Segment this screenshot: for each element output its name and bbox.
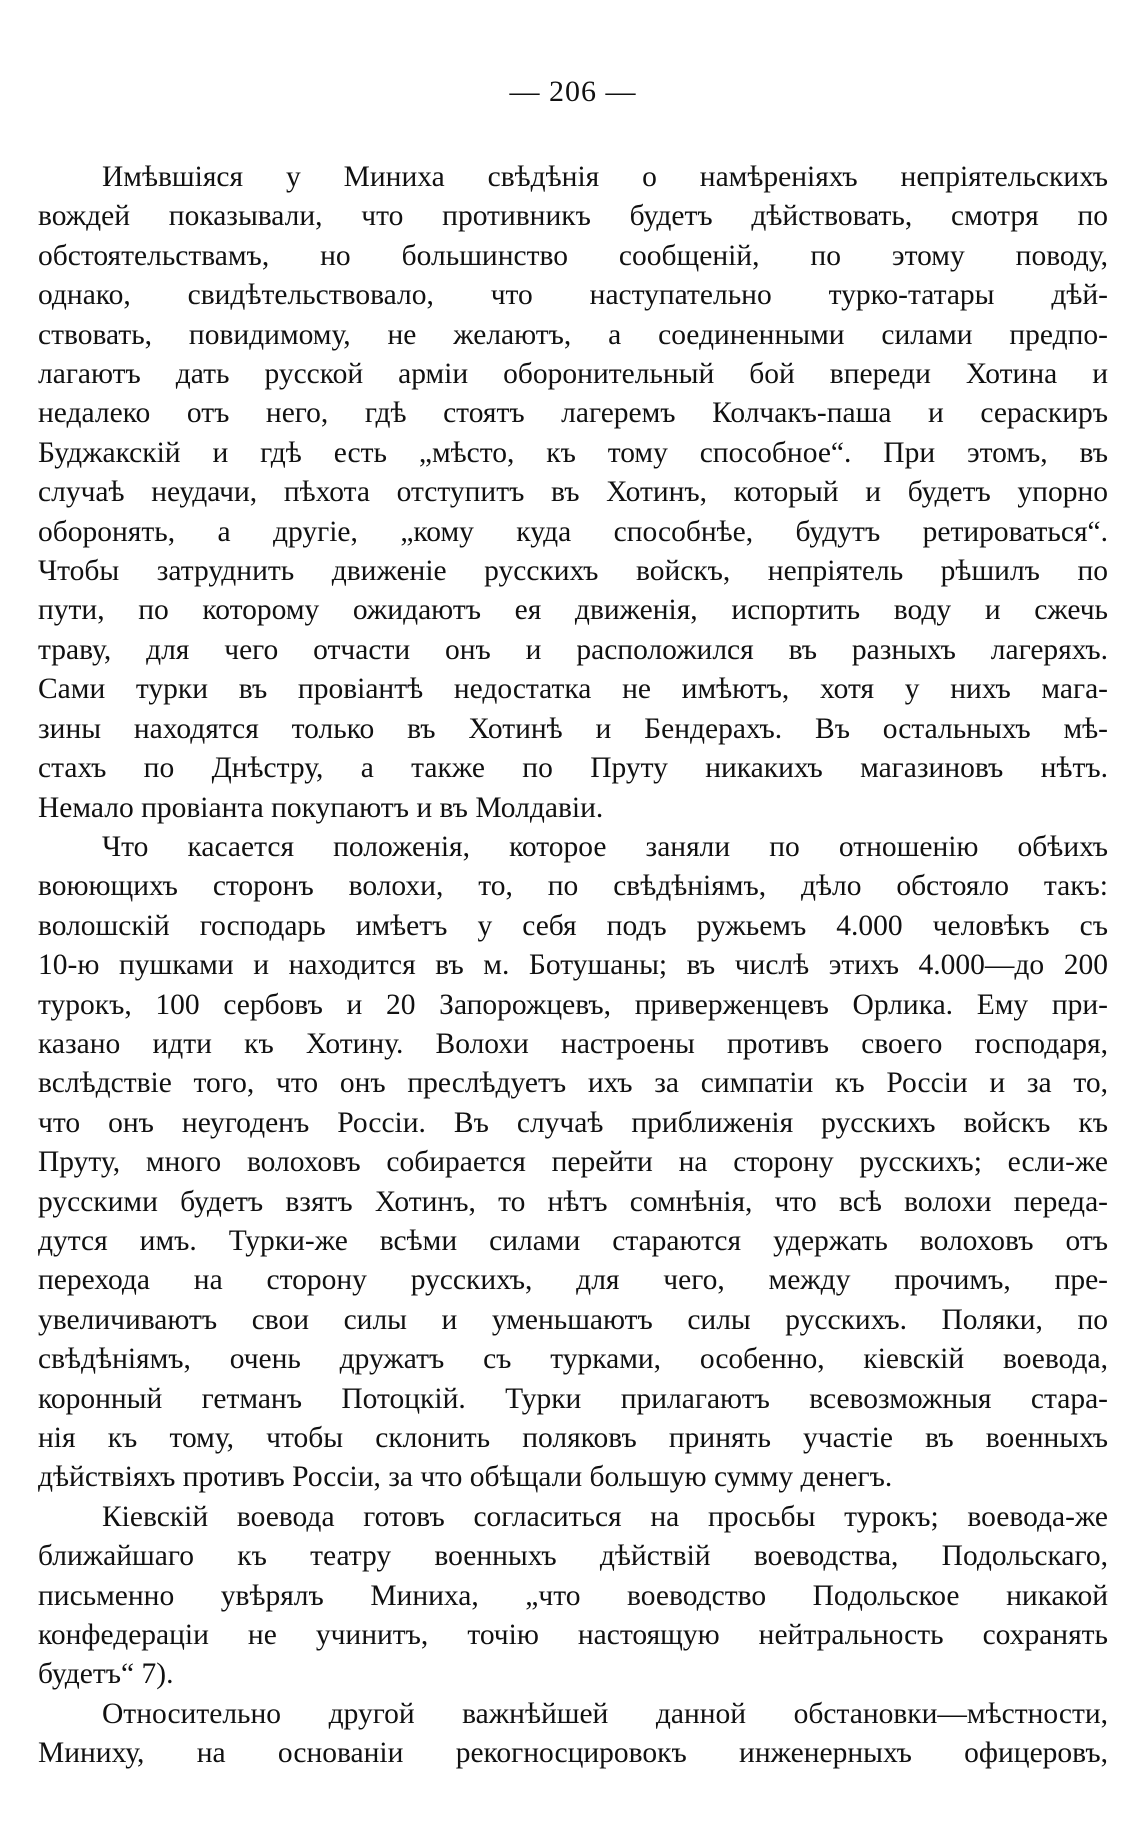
text-line: зины находятся только въ Хотинѣ и Бендерахъ. Въ остальныхъ мѣ-	[38, 712, 1108, 745]
text-line: коронный гетманъ Потоцкій. Турки прилагаютъ всевозможныя стара-	[38, 1382, 1108, 1415]
text-line: свѣдѣніямъ, очень дружатъ съ турками, особенно, кіевскій воевода,	[38, 1343, 1108, 1376]
paragraph	[38, 1695, 1108, 1774]
text-line: случаѣ неудачи, пѣхота отступитъ въ Хотинъ, который и будетъ упорно	[38, 476, 1108, 509]
text-line: увеличиваютъ свои силы и уменьшаютъ силы русскихъ. Поляки, по	[38, 1303, 1108, 1336]
text-line: траву, для чего отчасти онъ и расположился въ разныхъ лагеряхъ.	[38, 633, 1108, 666]
body-text	[38, 158, 1108, 1774]
text-line: перехода на сторону русскихъ, для чего, между прочимъ, пре-	[38, 1264, 1108, 1297]
text-line: Сами турки въ провіантѣ недостатка не имѣютъ, хотя у нихъ мага-	[38, 673, 1108, 706]
text-line: нія къ тому, чтобы склонить поляковъ принять участіе въ военныхъ	[38, 1422, 1108, 1454]
text-line: Буджакскій и гдѣ есть „мѣсто, къ тому способное“. При этомъ, въ	[38, 436, 1108, 469]
text-line: лагаютъ дать русской арміи оборонительный бой впереди Хотина и	[38, 358, 1108, 391]
text-line: Немало провіанта покупаютъ и въ Молдавіи.	[38, 791, 604, 824]
text-line: Чтобы затруднить движеніе русскихъ войскъ, непріятель рѣшилъ по	[38, 555, 1108, 588]
text-line: ствовать, повидимому, не желаютъ, а соединенными силами предпо-	[38, 318, 1108, 351]
paragraph	[38, 158, 1108, 828]
text-line: вождей показывали, что противникъ будетъ дѣйствовать, смотря по	[38, 200, 1108, 233]
document-page	[38, 72, 1108, 1774]
text-line: воюющихъ сторонъ волохи, то, по свѣдѣніямъ, дѣло обстояло такъ:	[38, 870, 1108, 903]
text-line: Кіевскій воевода готовъ согласиться на просьбы турокъ; воевода-же	[102, 1500, 1108, 1533]
text-line: вслѣдствіе того, что онъ преслѣдуетъ ихъ за симпатіи къ Россіи и за то,	[38, 1067, 1108, 1100]
text-line: дутся имъ. Турки-же всѣми силами стараются удержать волоховъ отъ	[38, 1224, 1108, 1257]
text-line: оборонять, а другіе, „кому куда способнѣе, будутъ ретироваться“.	[38, 515, 1108, 548]
text-line: стахъ по Днѣстру, а также по Пруту никакихъ магазиновъ нѣтъ.	[38, 752, 1108, 785]
text-line: Пруту, много волоховъ собирается перейти на сторону русскихъ; если-же	[38, 1146, 1108, 1179]
text-line: обстоятельствамъ, но большинство сообщеній, по этому поводу,	[38, 239, 1108, 272]
paragraph	[38, 1498, 1108, 1695]
text-line: пути, по которому ожидаютъ ея движенія, испортить воду и сжечь	[38, 594, 1108, 627]
text-line: казано идти къ Хотину. Волохи настроены противъ своего господаря,	[38, 1027, 1108, 1060]
text-line: однако, свидѣтельствовало, что наступательно турко-татары дѣй-	[38, 279, 1108, 312]
text-line: 10-ю пушками и находится въ м. Ботушаны; въ числѣ этихъ 4.000—до 200	[38, 949, 1108, 982]
text-line: дѣйствіяхъ противъ Россіи, за что обѣщали большую сумму денегъ.	[38, 1461, 893, 1494]
text-line: русскими будетъ взятъ Хотинъ, то нѣтъ сомнѣнія, что всѣ волохи переда-	[38, 1185, 1108, 1218]
text-line: Относительно другой важнѣйшей данной обстановки—мѣстности,	[102, 1697, 1108, 1730]
text-line: что онъ неугоденъ Россіи. Въ случаѣ приближенія русскихъ войскъ къ	[38, 1106, 1108, 1139]
text-line: Миниху, на основаніи рекогносцировокъ инженерныхъ офицеровъ,	[38, 1737, 1108, 1770]
paragraph	[38, 828, 1108, 1498]
text-line: конфедераціи не учинитъ, точію настоящую нейтральность сохранять	[38, 1619, 1108, 1652]
text-line: письменно увѣрялъ Миниха, „что воеводство Подольское никакой	[38, 1579, 1108, 1612]
text-line: Что касается положенія, которое заняли по отношенію обѣихъ	[102, 830, 1108, 863]
text-line: недалеко отъ него, гдѣ стоятъ лагеремъ Колчакъ-паша и сераскиръ	[38, 397, 1108, 430]
text-line: ближайшаго къ театру военныхъ дѣйствій воеводства, Подольскаго,	[38, 1540, 1108, 1573]
text-line: турокъ, 100 сербовъ и 20 Запорожцевъ, приверженцевъ Орлика. Ему при-	[38, 988, 1108, 1021]
text-line: волошскій господарь имѣетъ у себя подъ ружьемъ 4.000 человѣкъ съ	[38, 909, 1108, 942]
text-line: будетъ“ 7).	[38, 1658, 174, 1691]
text-line: Имѣвшіяся у Миниха свѣдѣнія о намѣреніяхъ непріятельскихъ	[102, 161, 1108, 193]
page-number: — 206 —	[509, 75, 637, 108]
